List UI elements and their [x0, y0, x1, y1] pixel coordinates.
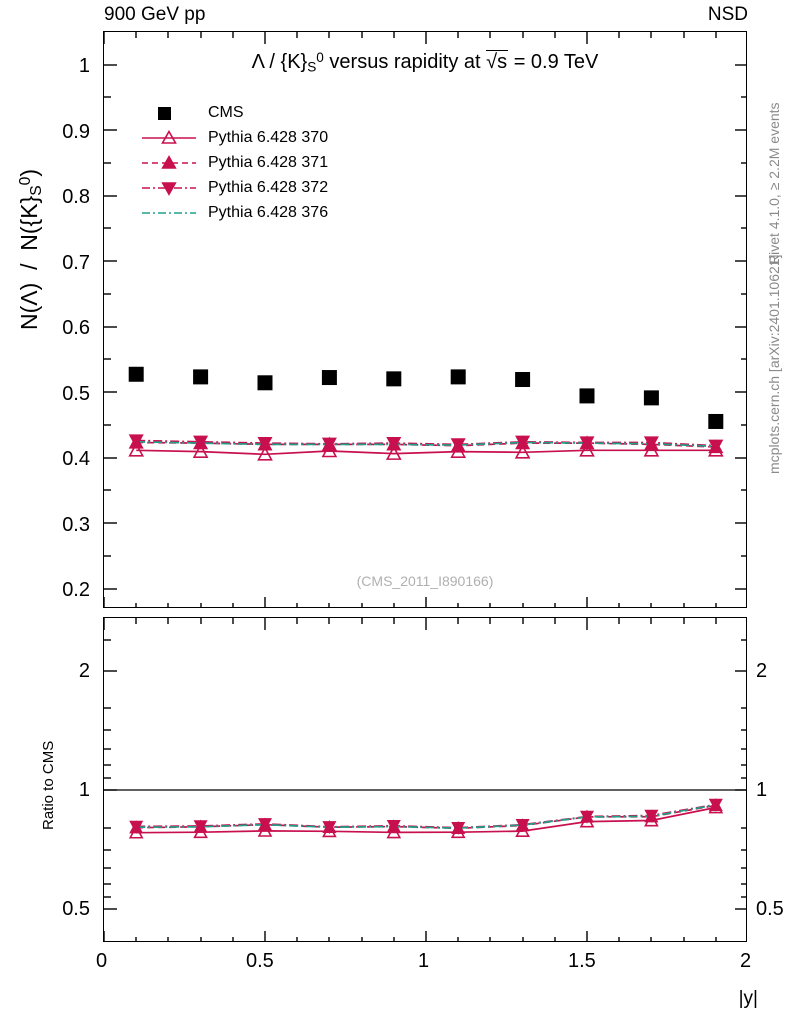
header-left-label: 900 GeV pp	[104, 4, 206, 25]
legend-key-pythia-371	[140, 153, 198, 173]
ratio-data-series	[130, 799, 722, 837]
legend-label-pythia-376: Pythia 6.428 376	[208, 203, 329, 221]
ratio-plot-panel	[103, 617, 747, 942]
legend-item-pythia-376	[140, 200, 328, 225]
legend-item-pythia-370	[140, 125, 328, 150]
main-ytick-1: 1	[78, 55, 90, 77]
x-axis-label: |y|	[738, 988, 758, 1009]
legend-label-pythia-372: Pythia 6.428 372	[208, 178, 329, 196]
xtick-1.5: 1.5	[568, 950, 596, 972]
ratio-ytick-2: 2	[78, 660, 90, 682]
legend-item-pythia-371	[140, 150, 328, 175]
header-right-label: NSD	[707, 4, 748, 25]
analysis-watermark: (CMS_2011_I890166)	[356, 573, 494, 589]
legend-key-cms	[140, 103, 198, 123]
rivet-version-annotation: Rivet 4.1.0, ≥ 2.2M events	[766, 102, 782, 265]
ratio-y-axis-label: Ratio to CMS	[40, 740, 57, 830]
main-ytick-0.2: 0.2	[62, 579, 90, 601]
legend-label-pythia-371: Pythia 6.428 371	[208, 153, 329, 171]
main-ytick-0.3: 0.3	[62, 514, 90, 536]
main-ytick-0.6: 0.6	[62, 317, 90, 339]
main-ytick-0.9: 0.9	[62, 121, 90, 143]
main-ytick-0.4: 0.4	[62, 448, 90, 470]
legend-label-cms: CMS	[208, 103, 244, 121]
legend-key-pythia-372	[140, 178, 198, 198]
legend-item-cms	[140, 100, 328, 125]
xtick-1: 1	[418, 950, 430, 972]
main-ytick-0.8: 0.8	[62, 186, 90, 208]
main-plot-panel	[103, 31, 747, 608]
plot-title: Λ / $\{K\}_S^0$ versus rapidity at √s = 0.9 TeV	[251, 50, 599, 75]
ratio-ytick-1: 1	[78, 779, 90, 801]
main-y-axis-label: $N(\Lambda) / N(\{K\}_S^0)$	[16, 168, 45, 330]
ratio-ytick-0.5: 0.5	[62, 898, 90, 920]
legend-label-pythia-370: Pythia 6.428 370	[208, 128, 329, 146]
ratio-ytick-right-0.5: 0.5	[756, 898, 784, 920]
ratio-ytick-right-1: 1	[756, 779, 768, 801]
legend-key-pythia-376	[140, 203, 198, 223]
ratio-ytick-right-2: 2	[756, 660, 768, 682]
legend-item-pythia-372	[140, 175, 328, 200]
arxiv-annotation: mcplots.cern.ch [arXiv:2401.10621]	[766, 254, 782, 474]
xtick-0: 0	[96, 950, 108, 972]
xtick-0.5: 0.5	[246, 950, 274, 972]
main-ytick-0.7: 0.7	[62, 252, 90, 274]
ratio-plot-canvas	[104, 618, 747, 942]
legend-key-pythia-370	[140, 128, 198, 148]
main-ytick-0.5: 0.5	[62, 383, 90, 405]
main-data-series	[129, 367, 724, 460]
legend	[140, 100, 328, 225]
xtick-2: 2	[740, 950, 752, 972]
